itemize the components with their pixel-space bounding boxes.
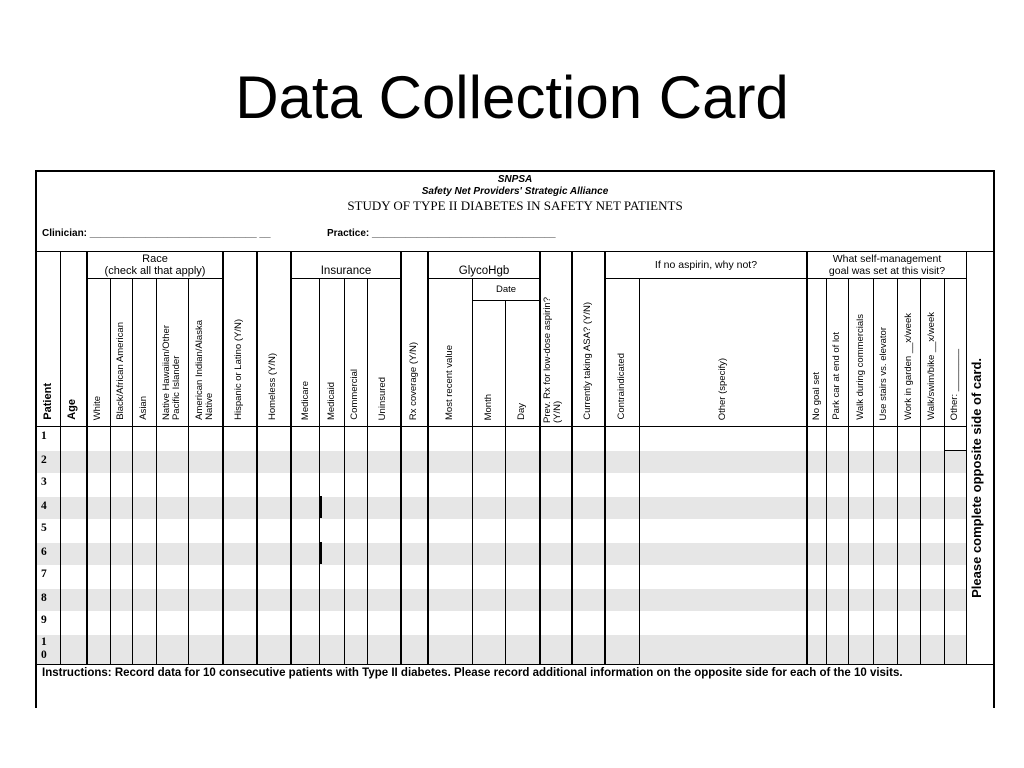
col-line — [427, 252, 429, 664]
date-subline — [473, 300, 539, 301]
clinician-field[interactable]: Clinician: ______________________________ __ — [42, 228, 271, 239]
frame-top — [35, 170, 995, 172]
glyco-subline — [429, 278, 539, 279]
col-line — [86, 252, 88, 664]
row-number: 4 — [41, 500, 47, 512]
col-park-car: Park car at end of lot — [831, 332, 842, 420]
col-age: Age — [66, 399, 78, 420]
col-prev-rx-aspirin: Prev. Rx for low-dose aspirin? (Y/N) — [542, 296, 563, 423]
col-line — [132, 279, 133, 664]
row-number: 7 — [41, 568, 47, 580]
row-number: 2 — [41, 454, 47, 466]
no-aspirin-group-header: If no aspirin, why not? — [654, 259, 758, 271]
practice-field[interactable]: Practice: _________________________________ — [327, 228, 556, 239]
col-line — [400, 252, 402, 664]
other-cell-line — [944, 450, 966, 451]
col-asian: Asian — [138, 396, 149, 420]
row-number: 1 0 — [41, 636, 47, 661]
row-number: 8 — [41, 592, 47, 604]
row-number: 5 — [41, 522, 47, 534]
col-patient: Patient — [42, 383, 54, 420]
col-line — [344, 279, 345, 664]
col-other-goal: Other: ________ — [949, 348, 960, 420]
col-uninsured: Uninsured — [377, 376, 388, 420]
col-line — [806, 252, 808, 664]
col-most-recent-value: Most recent value — [444, 345, 455, 420]
col-line — [897, 279, 898, 664]
col-line — [639, 279, 640, 664]
row-number: 1 — [41, 430, 47, 442]
col-line — [539, 252, 541, 664]
row-number: 9 — [41, 614, 47, 626]
slide-title: Data Collection Card — [235, 64, 789, 131]
col-medicaid: Medicaid — [326, 381, 337, 420]
col-white: White — [92, 395, 103, 420]
col-line — [222, 252, 224, 664]
col-american-indian: American Indian/Alaska Native — [194, 320, 215, 420]
col-line — [966, 252, 967, 664]
col-line — [604, 252, 606, 664]
insurance-group-header: Insurance — [320, 265, 372, 277]
col-line — [944, 279, 945, 664]
col-rx-coverage: Rx coverage (Y/N) — [408, 341, 419, 420]
col-day: Day — [516, 403, 527, 420]
col-line — [848, 279, 849, 664]
col-line — [920, 279, 921, 664]
race-subline — [88, 278, 222, 279]
col-line — [156, 279, 157, 664]
row-number: 6 — [41, 546, 47, 558]
race-group-header: Race (check all that apply) — [104, 253, 206, 277]
col-work-garden: Work in garden __x/week — [903, 312, 914, 420]
instructions: Instructions: Record data for 10 consecutive patients with Type II diabetes. Please record additional information on the opposite side for each of the 10 visits. — [42, 667, 903, 679]
col-hispanic: Hispanic or Latino (Y/N) — [233, 319, 244, 420]
aspirin-subline — [606, 278, 806, 279]
self-management-group-header: What self-management goal was set at this visit? — [828, 253, 946, 277]
side-note: Please complete opposite side of card. — [969, 358, 984, 598]
col-line — [505, 301, 506, 664]
col-native-hawaiian: Native Hawaiian/Other Pacific Islander — [161, 324, 182, 420]
glycohgb-group-header: GlycoHgb — [458, 265, 510, 277]
col-medicare: Medicare — [300, 380, 311, 420]
col-month: Month — [483, 393, 494, 420]
col-no-goal-set: No goal set — [811, 371, 822, 420]
header-divider — [35, 251, 995, 252]
col-use-stairs: Use stairs vs. elevator — [878, 326, 889, 420]
col-line — [290, 252, 292, 664]
col-line — [826, 279, 827, 664]
insurance-subline — [292, 278, 400, 279]
column-header-bottom — [37, 426, 966, 427]
date-subheader: Date — [495, 284, 517, 295]
col-walk-swim-bike: Walk/swim/bike __x/week — [926, 312, 937, 420]
col-other-specify: Other (specify) — [717, 357, 728, 420]
tick-mark — [320, 496, 322, 518]
col-line — [367, 279, 368, 664]
col-walk-commercials: Walk during commercials — [855, 314, 866, 420]
col-line — [188, 279, 189, 664]
table-bottom — [37, 664, 993, 665]
col-line — [319, 279, 320, 664]
col-commercial: Commercial — [349, 369, 360, 420]
tick-mark — [320, 542, 322, 564]
col-currently-taking-asa: Currently taking ASA? (Y/N) — [582, 302, 593, 420]
study-title: STUDY OF TYPE II DIABETES IN SAFETY NET PATIENTS — [347, 198, 683, 213]
col-black-african-american: Black/African American — [115, 322, 126, 420]
row-number: 3 — [41, 476, 47, 488]
col-line — [256, 252, 258, 664]
col-line — [873, 279, 874, 664]
org-long: Safety Net Providers' Strategic Alliance — [421, 186, 609, 197]
col-line — [60, 252, 61, 664]
org-short: SNPSA — [497, 174, 533, 185]
goal-subline — [808, 278, 966, 279]
col-line — [110, 279, 111, 664]
col-line — [472, 279, 473, 664]
col-homeless: Homeless (Y/N) — [267, 352, 278, 420]
col-contraindicated: Contraindicated — [616, 353, 627, 420]
col-line — [571, 252, 573, 664]
